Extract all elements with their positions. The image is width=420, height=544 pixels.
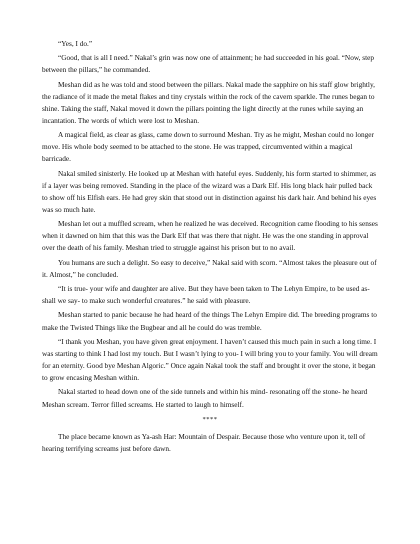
paragraph: Nakal started to head down one of the side tunnels and within his mind- resonating off the stone- he heard Meshan scream. Terror filled screams. He started to laugh to himself. [42, 387, 368, 409]
paragraph: “Yes, I do.” [58, 39, 93, 48]
paragraph: Meshan let out a muffled scream, when he realized he was deceived. Recognition came flooding to his senses when it dawned on him that this was the Dark Elf that was there that night. He was the one standing in approval over the death of his family. Meshan tried to struggle against his prison but to no avail. [42, 219, 378, 253]
paragraph: You humans are such a delight. So easy to deceive,” Nakal said with scorn. “Almost takes the pleasure out of it. Almost,” he concluded. [42, 257, 377, 279]
paragraph: “I thank you Meshan, you have given great enjoyment. I haven’t caused this much pain in such a long time. I was starting to think I had lost my touch. But I wasn’t lying to you- I will bring you to your family. You will dream for an eternity. Good bye Meshan Algoric.” Once again Nakal took the staff and brought it over the stone, it began to grow encasing Meshan within. [42, 336, 378, 383]
paragraph: Meshan did as he was told and stood between the pillars. Nakal made the sapphire on his staff glow brightly, the radiance of it made the metal flakes and tiny crystals within the rock of the cavern sparkle. The runes began to shine. Taking the staff, Nakal moved it down the pillars pointing the light directly at the runes while saying an incantation. The words of which were lost to Meshan. [42, 79, 375, 125]
paragraph: Meshan started to panic because he had heard of the things The Lehyn Empire did. The breeding programs to make the Twisted Things like the Bugbear and all he could do was tremble. [42, 310, 377, 332]
section-separator: **** [202, 415, 218, 423]
paragraph: “Good, that is all I need.” Nakal’s grin was now one of attainment; he had succeeded in his goal. “Now, step between the pillars,” he commanded. [42, 53, 375, 75]
paragraph: The place became known as Ya-ash Har: Mountain of Despair. Because those who venture upon it, tell of hearing terrifying screams just before dawn. [42, 431, 366, 453]
paragraph: “It is true- your wife and daughter are alive. But they have been taken to The Lehyn Empire, to be used as- shall we say- to make such wonderful creatures.” he said with pleasure. [42, 284, 370, 306]
paragraph: Nakal smiled sinisterly. He looked up at Meshan with hateful eyes. Suddenly, his form started to shimmer, as if a layer was being removed. Standing in the place of the wizard was a Dark Elf. His long black hair pulled back to show off his Elfish ears. He had grey skin that stood out in distinction against his dark hair. And behind his eyes was so much hate. [42, 168, 377, 214]
paragraph: A magical field, as clear as glass, came down to surround Meshan. Try as he might, Meshan could no longer move. His whole body seemed to be attached to the stone. He was trapped, circumvented within a magical barricade. [42, 130, 374, 164]
